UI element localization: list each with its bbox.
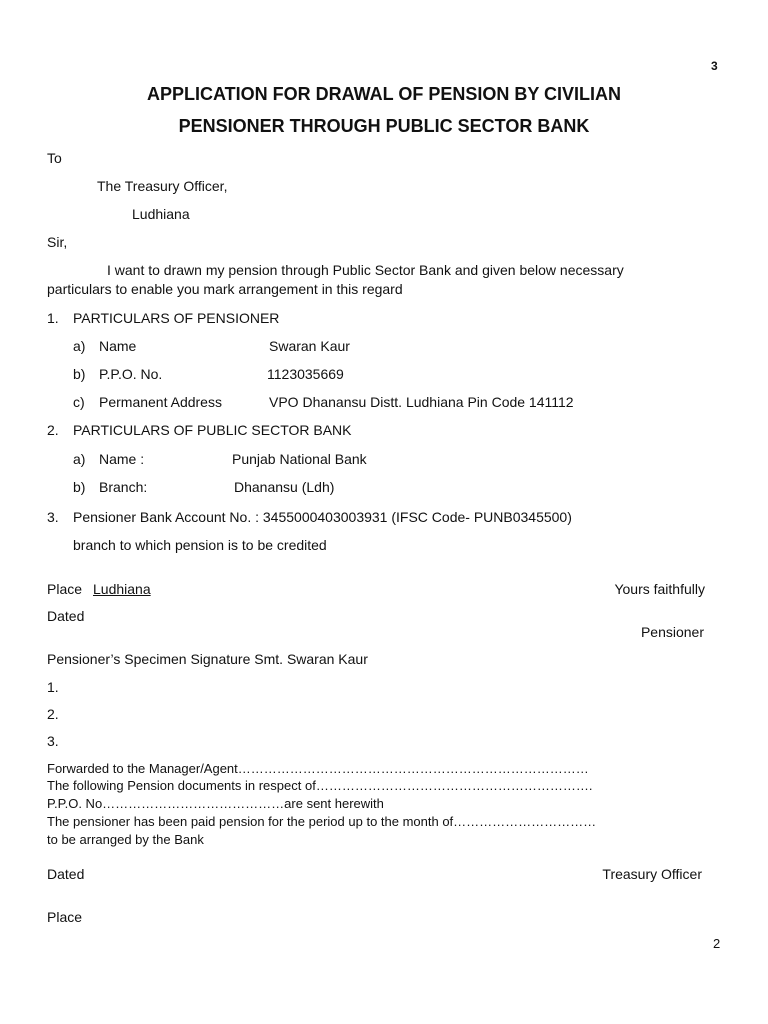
page-number-bottom: 2 bbox=[713, 936, 721, 951]
forwarded-line-2: The following Pension documents in respect of………………………………………………………. bbox=[47, 778, 593, 793]
footer-place: Place bbox=[47, 909, 83, 925]
section3-number: 3. bbox=[47, 509, 59, 525]
branch-value: Dhanansu (Ldh) bbox=[234, 479, 335, 495]
city: Ludhiana bbox=[132, 206, 190, 222]
title-line-2: PENSIONER THROUGH PUBLIC SECTOR BANK bbox=[178, 116, 590, 136]
place-label: Place bbox=[47, 581, 83, 597]
section1-number: 1. bbox=[47, 310, 59, 326]
section2-row-a-label: Name : bbox=[99, 451, 145, 467]
section1-row-a-label: Name bbox=[99, 338, 137, 354]
pensioner-name-value: Swaran Kaur bbox=[269, 338, 350, 354]
section2-row-b-key: b) bbox=[73, 479, 86, 495]
intro-line-1: I want to drawn my pension through Public Sector Bank and given below necessary bbox=[107, 262, 624, 278]
section2-row-a-key: a) bbox=[73, 451, 86, 467]
dated-label: Dated bbox=[47, 608, 85, 624]
bank-account-line-2: branch to which pension is to be credited bbox=[73, 537, 327, 553]
forwarded-line-3: P.P.O. No……………………………………are sent herewith bbox=[47, 796, 384, 811]
bank-account-line: Pensioner Bank Account No. : 3455000403003931 (IFSC Code- PUNB0345500) bbox=[73, 509, 572, 525]
section1-row-b-key: b) bbox=[73, 366, 86, 382]
addressee: The Treasury Officer, bbox=[97, 178, 228, 194]
bank-name-value: Punjab National Bank bbox=[232, 451, 367, 467]
forwarded-line-1: Forwarded to the Manager/Agent……………………………………………………………………… bbox=[47, 761, 589, 776]
intro-line-2: particulars to enable you mark arrangement in this regard bbox=[47, 281, 403, 297]
signature-line-1: 1. bbox=[47, 679, 59, 695]
place-value: Ludhiana bbox=[93, 581, 151, 597]
pensioner-label: Pensioner bbox=[640, 624, 704, 640]
section1-row-c-key: c) bbox=[73, 394, 85, 410]
forwarded-line-4: The pensioner has been paid pension for the period up to the month of…………………………… bbox=[47, 814, 597, 829]
section2-row-b-label: Branch: bbox=[99, 479, 148, 495]
section2-number: 2. bbox=[47, 422, 59, 438]
section1-heading: PARTICULARS OF PENSIONER bbox=[73, 310, 280, 326]
title-line-1: APPLICATION FOR DRAWAL OF PENSION BY CIVILIAN bbox=[146, 84, 622, 104]
section1-row-c-label: Permanent Address bbox=[99, 394, 222, 410]
salutation: Sir, bbox=[47, 234, 68, 250]
section2-heading: PARTICULARS OF PUBLIC SECTOR BANK bbox=[73, 422, 352, 438]
forwarded-line-5: to be arranged by the Bank bbox=[47, 832, 204, 847]
ppo-number-value: 1123035669 bbox=[267, 366, 344, 382]
permanent-address-value: VPO Dhanansu Distt. Ludhiana Pin Code 141112 bbox=[269, 394, 574, 410]
section1-row-b-label: P.P.O. No. bbox=[99, 366, 163, 382]
signature-line-2: 2. bbox=[47, 706, 59, 722]
section1-row-a-key: a) bbox=[73, 338, 86, 354]
page-number-top: 3 bbox=[711, 59, 718, 73]
specimen-signature: Pensioner’s Specimen Signature Smt. Swaran Kaur bbox=[47, 651, 368, 667]
footer-dated: Dated bbox=[47, 866, 85, 882]
yours-faithfully: Yours faithfully bbox=[614, 581, 705, 597]
treasury-officer-label: Treasury Officer bbox=[602, 866, 702, 882]
to-label: To bbox=[47, 150, 62, 166]
signature-line-3: 3. bbox=[47, 733, 59, 749]
